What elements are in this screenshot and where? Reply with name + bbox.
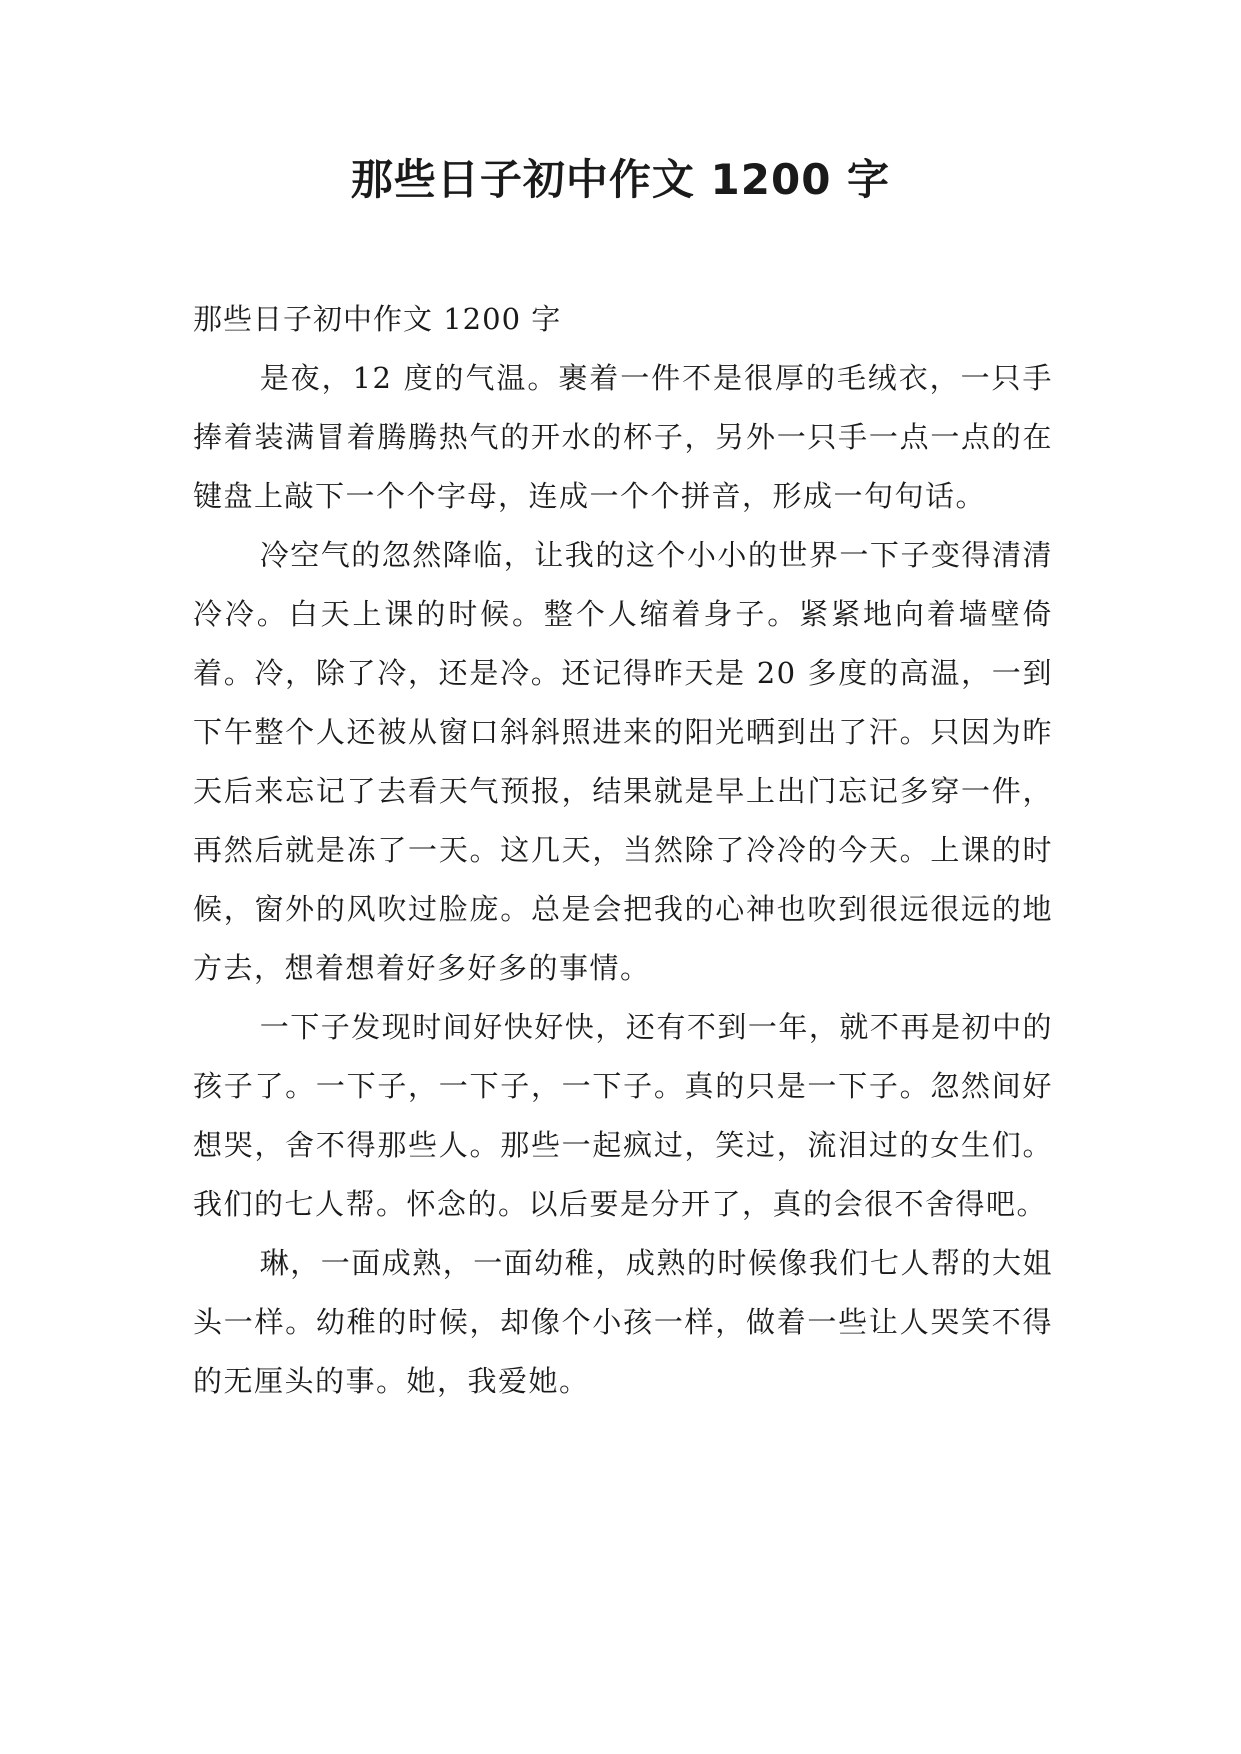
paragraph: 冷空气的忽然降临，让我的这个小小的世界一下子变得清清冷冷。白天上课的时候。整个人缩着身子。紧紧地向着墙壁倚着。冷，除了冷，还是冷。还记得昨天是 20 多度的高温，一到下午整个人还被从窗口斜斜照进来的阳光晒到出了汗。只因为昨天后来忘记了去看天气预报，结果就是早上出门忘记多穿一件，再然后就是冻了一天。这几天，当然除了冷冷的今天。上课的时候，窗外的风吹过脸庞。总是会把我的心神也吹到很远很远的地方去，想着想着好多好多的事情。 [193, 538, 1053, 985]
document-body [193, 290, 1053, 1411]
paragraph: 一下子发现时间好快好快，还有不到一年，就不再是初中的孩子了。一下子，一下子，一下子。真的只是一下子。忽然间好想哭，舍不得那些人。那些一起疯过，笑过，流泪过的女生们。我们的七人帮。怀念的。以后要是分开了，真的会很不舍得吧。 [193, 1010, 1053, 1221]
paragraph: 琳，一面成熟，一面幼稚，成熟的时候像我们七人帮的大姐头一样。幼稚的时候，却像个小孩一样，做着一些让人哭笑不得的无厘头的事。她，我爱她。 [193, 1246, 1053, 1398]
document-subtitle: 那些日子初中作文 1200 字 [193, 302, 562, 336]
paragraph: 是夜，12 度的气温。裹着一件不是很厚的毛绒衣，一只手捧着装满冒着腾腾热气的开水的杯子，另外一只手一点一点的在键盘上敲下一个个字母，连成一个个拼音，形成一句句话。 [193, 361, 1053, 513]
document-title: 那些日子初中作文 1200 字 [350, 155, 891, 204]
